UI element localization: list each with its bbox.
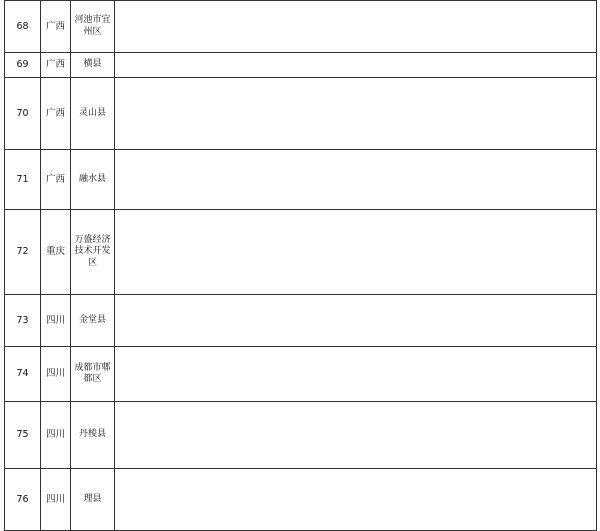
description-cell <box>115 150 597 210</box>
table-row <box>5 210 597 295</box>
county-cell: 成都市郫都区 <box>71 347 115 402</box>
table-row <box>5 150 597 210</box>
description-cell <box>115 347 597 402</box>
county-cell: 丹棱县 <box>71 402 115 469</box>
county-cell: 融水县 <box>71 150 115 210</box>
province-cell: 广西 <box>41 53 71 78</box>
row-number: 74 <box>5 347 41 402</box>
county-list-table <box>4 0 597 531</box>
row-number: 68 <box>5 1 41 53</box>
description-cell <box>115 78 597 150</box>
description-cell <box>115 1 597 53</box>
description-cell <box>115 210 597 295</box>
description-cell <box>115 469 597 531</box>
province-cell: 四川 <box>41 295 71 347</box>
county-cell: 理县 <box>71 469 115 531</box>
row-number: 72 <box>5 210 41 295</box>
county-cell: 万盛经济技术开发区 <box>71 210 115 295</box>
description-cell <box>115 402 597 469</box>
province-cell: 广西 <box>41 150 71 210</box>
province-cell: 广西 <box>41 1 71 53</box>
county-cell: 灵山县 <box>71 78 115 150</box>
row-number: 69 <box>5 53 41 78</box>
row-number: 75 <box>5 402 41 469</box>
county-cell: 横县 <box>71 53 115 78</box>
table-row <box>5 1 597 53</box>
table-row <box>5 469 597 531</box>
row-number: 70 <box>5 78 41 150</box>
table-row <box>5 347 597 402</box>
table-row <box>5 78 597 150</box>
province-cell: 四川 <box>41 469 71 531</box>
province-cell: 四川 <box>41 402 71 469</box>
province-cell: 四川 <box>41 347 71 402</box>
row-number: 76 <box>5 469 41 531</box>
province-cell: 重庆 <box>41 210 71 295</box>
table-row <box>5 53 597 78</box>
county-cell: 金堂县 <box>71 295 115 347</box>
row-number: 71 <box>5 150 41 210</box>
row-number: 73 <box>5 295 41 347</box>
table-row <box>5 402 597 469</box>
description-cell <box>115 295 597 347</box>
description-cell <box>115 53 597 78</box>
province-cell: 广西 <box>41 78 71 150</box>
table-row <box>5 295 597 347</box>
county-cell: 河池市宜州区 <box>71 1 115 53</box>
